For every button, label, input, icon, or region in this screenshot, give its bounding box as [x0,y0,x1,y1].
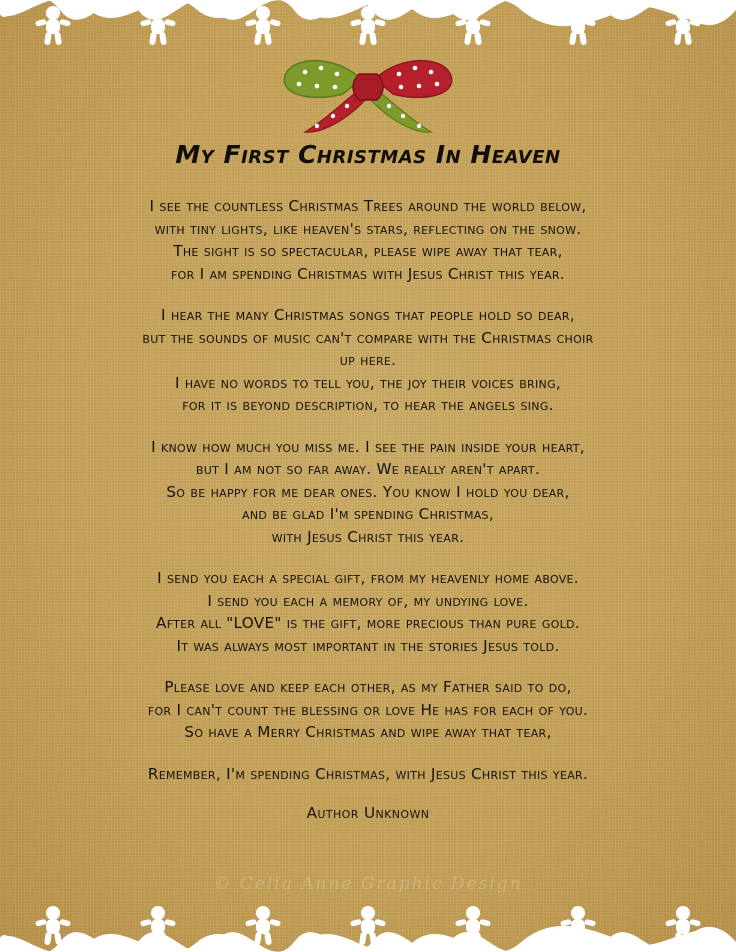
poem-line: After all "LOVE" is the gift, more precious than pure gold. [156,614,580,632]
poem-line: with Jesus Christ this year. [271,527,465,546]
ribbon-bow-icon [243,46,493,136]
poem-line: I see the countless Christmas Trees around the world below, [149,197,587,215]
page-title: My First Christmas In Heaven [175,140,561,169]
poem-stanza [0,195,736,285]
poem-line: I have no words to tell you, the joy their voices bring, [174,373,562,392]
ribbon-bow [0,46,736,136]
poem-line: up here. [339,351,397,369]
poem-stanza [0,676,736,744]
poem-line: for I can't count the blessing or love He has for each of you. [147,700,589,719]
poem-stanza [0,436,736,549]
poem-line: Remember, I'm spending Christmas, with Jesus Christ this year. [147,764,589,783]
poem-line: for I am spending Christmas with Jesus Christ this year. [171,264,565,283]
poem-line: with tiny lights, like heaven's stars, reflecting on the snow. [154,219,582,238]
poem-stanza [0,567,736,657]
poem-line: for it is beyond description, to hear the angels sing. [182,396,554,414]
poem-line: So have a Merry Christmas and wipe away that tear, [184,723,552,741]
poem-stanza [0,304,736,417]
poem-line: I send you each a memory of, my undying love. [207,591,529,610]
watermark: © Celia Anne Graphic Design [213,874,523,894]
poem-line: I hear the many Christmas songs that people hold so dear, [161,306,575,324]
poem-line: Please love and keep each other, as my Father said to do, [164,678,572,696]
poem-line: but the sounds of music can't compare with the Christmas choir [142,328,594,347]
poem-line: So be happy for me dear ones. You know I hold you dear, [166,482,570,501]
author-byline: Author Unknown [306,804,430,822]
poem-line: The sight is so spectacular, please wipe away that tear, [173,242,563,260]
scalloped-bottom-border [0,908,736,952]
poem-stanza [0,763,736,786]
poem-line: and be glad I'm spending Christmas, [242,505,494,523]
poem-line: I know how much you miss me. I see the pain inside your heart, [151,437,585,456]
poem-line: It was always most important in the stories Jesus told. [176,636,560,655]
poem-content [0,140,736,837]
poem-line: I send you each a special gift, from my heavenly home above. [157,569,579,587]
scalloped-top-border [0,0,736,44]
poem-line: but I am not so far away. We really aren't apart. [195,460,541,478]
